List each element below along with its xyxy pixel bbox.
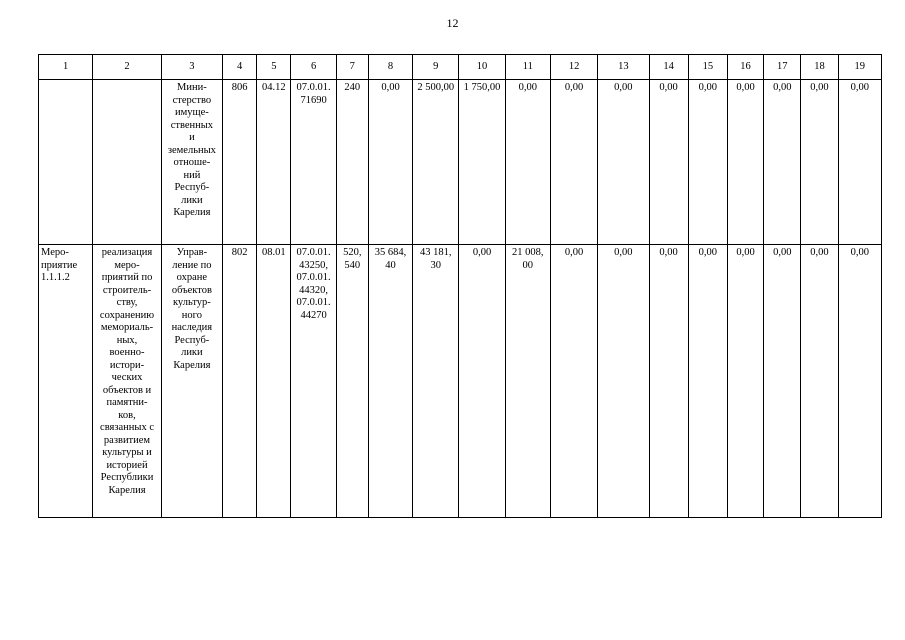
value-cell: 0,00 — [649, 80, 688, 245]
column-header: 14 — [649, 55, 688, 80]
column-header: 17 — [764, 55, 801, 80]
value-cell: 0,00 — [550, 245, 597, 518]
executor-cell: Управ- ление по охране объектов культур- ного наследия Респуб- лики Карелия — [161, 245, 222, 518]
event-cell — [39, 80, 93, 245]
description-cell: реализация меро- приятий по строитель- ству, сохранению мемориаль- ных, военно- истори- ческих объектов и памятни- ков, связанных с развитием культуры и историей Республики Карелия — [93, 245, 161, 518]
column-header: 13 — [598, 55, 649, 80]
expense-type-cell: 520, 540 — [336, 245, 368, 518]
value-cell: 0,00 — [764, 245, 801, 518]
column-header: 19 — [838, 55, 881, 80]
column-header: 5 — [257, 55, 291, 80]
value-cell: 0,00 — [838, 245, 881, 518]
column-header: 6 — [291, 55, 336, 80]
column-header: 3 — [161, 55, 222, 80]
column-header: 11 — [505, 55, 550, 80]
value-cell: 0,00 — [598, 245, 649, 518]
value-cell: 0,00 — [459, 245, 505, 518]
value-cell: 0,00 — [649, 245, 688, 518]
target-article-cell: 07.0.01. 71690 — [291, 80, 336, 245]
column-header: 15 — [688, 55, 727, 80]
column-header: 2 — [93, 55, 161, 80]
column-header: 10 — [459, 55, 505, 80]
value-cell: 1 750,00 — [459, 80, 505, 245]
grbs-cell: 802 — [223, 245, 257, 518]
value-cell: 0,00 — [688, 80, 727, 245]
value-cell: 0,00 — [838, 80, 881, 245]
page-number: 12 — [446, 16, 459, 30]
column-header: 8 — [368, 55, 412, 80]
value-cell: 0,00 — [688, 245, 727, 518]
value-cell: 35 684, 40 — [368, 245, 412, 518]
value-cell: 0,00 — [505, 80, 550, 245]
column-header: 4 — [223, 55, 257, 80]
target-article-cell: 07.0.01. 43250, 07.0.01. 44320, 07.0.01. 44270 — [291, 245, 336, 518]
executor-cell: Мини- стерство имуще- ственных и земельных отноше- ний Респуб- лики Карелия — [161, 80, 222, 245]
description-cell — [93, 80, 161, 245]
grbs-cell: 806 — [223, 80, 257, 245]
value-cell: 0,00 — [764, 80, 801, 245]
table-row — [39, 245, 882, 518]
event-cell: Меро- приятие 1.1.1.2 — [39, 245, 93, 518]
value-cell: 43 181, 30 — [413, 245, 459, 518]
value-cell: 0,00 — [727, 245, 763, 518]
expense-type-cell: 240 — [336, 80, 368, 245]
value-cell: 2 500,00 — [413, 80, 459, 245]
table-row — [39, 80, 882, 245]
column-header: 12 — [550, 55, 597, 80]
column-header: 7 — [336, 55, 368, 80]
column-header: 9 — [413, 55, 459, 80]
header-row — [39, 55, 882, 80]
budget-table — [38, 54, 882, 518]
value-cell: 21 008, 00 — [505, 245, 550, 518]
column-header: 16 — [727, 55, 763, 80]
value-cell: 0,00 — [727, 80, 763, 245]
column-header: 1 — [39, 55, 93, 80]
value-cell: 0,00 — [368, 80, 412, 245]
section-cell: 08.01 — [257, 245, 291, 518]
value-cell: 0,00 — [801, 245, 838, 518]
value-cell: 0,00 — [550, 80, 597, 245]
section-cell: 04.12 — [257, 80, 291, 245]
value-cell: 0,00 — [598, 80, 649, 245]
value-cell: 0,00 — [801, 80, 838, 245]
column-header: 18 — [801, 55, 838, 80]
